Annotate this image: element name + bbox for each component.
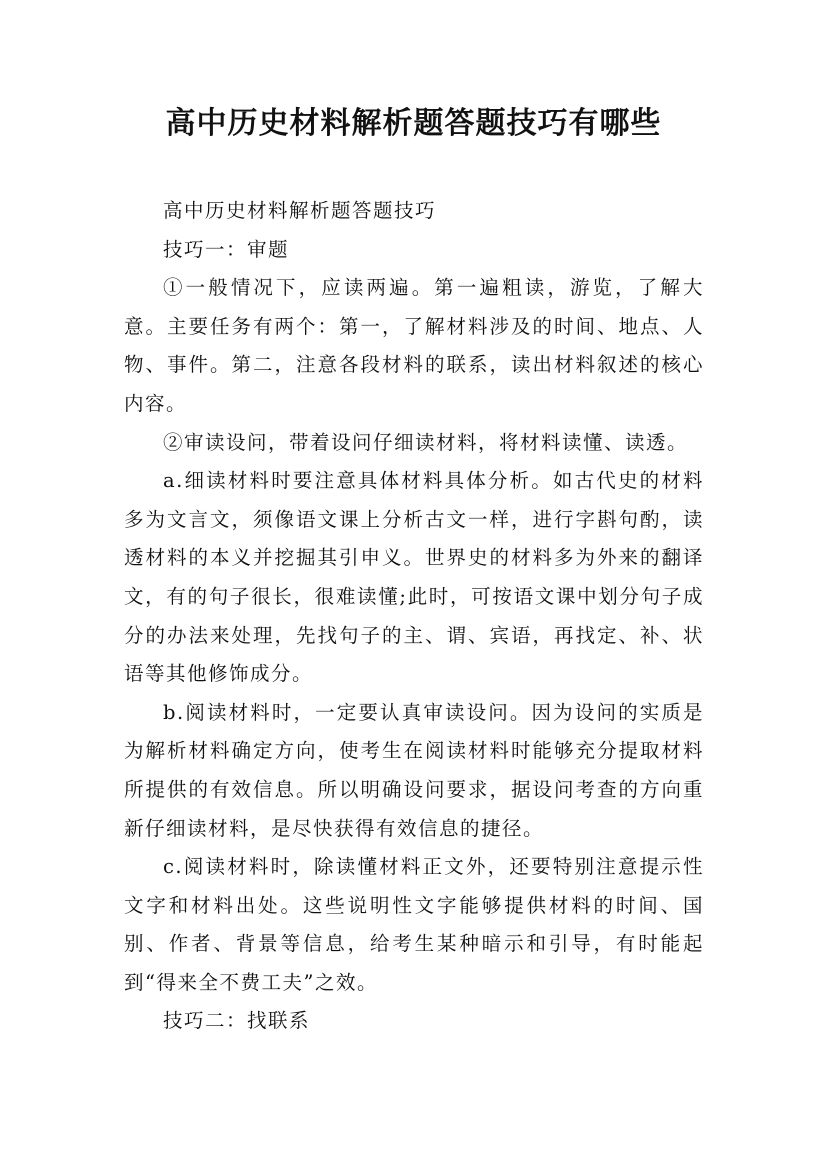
section-heading-tip-one: 技巧一：审题 <box>163 237 290 261</box>
document-body <box>124 192 704 1041</box>
document-title: 高中历史材料解析题答题技巧有哪些 <box>165 106 662 141</box>
paragraph-point-a: a.细读材料时要注意具体材料具体分析。如古代史的材料多为文言文，须像语文课上分析古文一样，进行字斟句酌，读透材料的本义并挖掘其引申义。世界史的材料多为外来的翻译文，有的句子很长，很难读懂;此时，可按语文课中划分句子成分的办法来处理，先找句子的主、谓、宾语，再找定、补、状语等其他修饰成分。 <box>124 469 704 686</box>
section-heading-tip-two: 技巧二：找联系 <box>163 1009 311 1033</box>
paragraph-read-questions: ②审读设问，带着设问仔细读材料，将材料读懂、读透。 <box>163 430 689 454</box>
paragraph-read-twice: ①一般情况下，应读两遍。第一遍粗读，游览，了解大意。主要任务有两个：第一，了解材料涉及的时间、地点、人物、事件。第二，注意各段材料的联系，读出材料叙述的核心内容。 <box>124 276 704 415</box>
paragraph-point-b: b.阅读材料时，一定要认真审读设问。因为设问的实质是为解析材料确定方向，使考生在阅读材料时能够充分提取材料所提供的有效信息。所以明确设问要求，据设问考查的方向重新仔细读材料，是尽快获得有效信息的捷径。 <box>124 700 704 840</box>
subtitle-paragraph: 高中历史材料解析题答题技巧 <box>163 199 437 222</box>
paragraph-point-c: c.阅读材料时，除读懂材料正文外，还要特别注意提示性文字和材料出处。这些说明性文字能够提供材料的时间、国别、作者、背景等信息，给考生某种暗示和引导，有时能起到“得来全不费工夫”之效。 <box>124 855 704 994</box>
